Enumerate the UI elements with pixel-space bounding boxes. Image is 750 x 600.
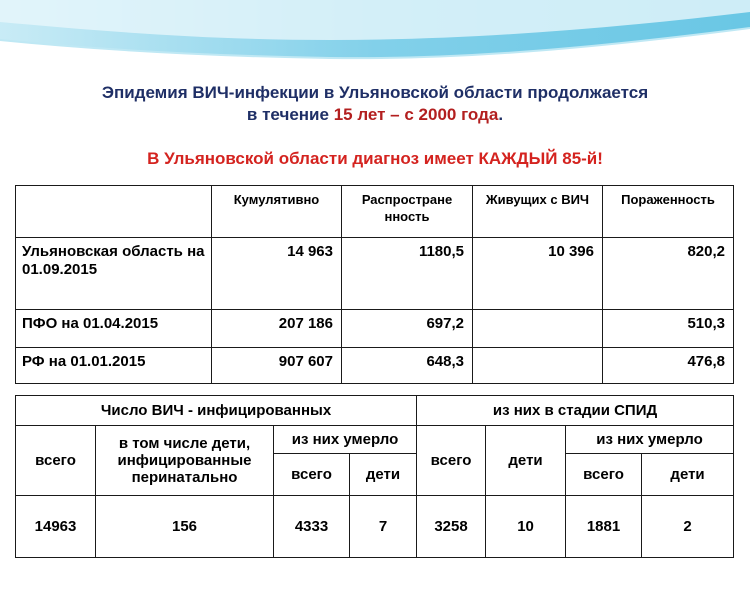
header-aids-died-total: всего xyxy=(566,454,642,496)
cell-value xyxy=(473,348,603,384)
cell-value: 4333 xyxy=(274,496,350,558)
heading-line-1: Эпидемия ВИЧ-инфекции в Ульяновской области продолжается xyxy=(101,83,649,102)
header-aids-died: из них умерло xyxy=(566,426,734,454)
header-incidence: Пораженность xyxy=(603,186,734,238)
header-aids-children: дети xyxy=(486,426,566,496)
cell-value: 14 963 xyxy=(212,238,342,310)
heading-line-2 xyxy=(0,104,750,126)
cell-value: 10 396 xyxy=(473,238,603,310)
cell-value: 207 186 xyxy=(212,310,342,348)
heading-line-2-suffix: . xyxy=(498,105,504,124)
group-header-hiv: Число ВИЧ - инфицированных xyxy=(16,396,417,426)
hiv-cases-table xyxy=(15,395,734,558)
table-row xyxy=(16,348,734,384)
group-header-aids: из них в стадии СПИД xyxy=(417,396,734,426)
cell-value: 14963 xyxy=(16,496,96,558)
cell-value: 907 607 xyxy=(212,348,342,384)
cell-value: 510,3 xyxy=(603,310,734,348)
cell-value: 7 xyxy=(350,496,417,558)
alert-text: В Ульяновской области диагноз имеет КАЖДЫЙ 85-й! xyxy=(147,149,603,168)
cell-value: 476,8 xyxy=(603,348,734,384)
table-header-row xyxy=(16,186,734,238)
header-died: из них умерло xyxy=(274,426,417,454)
header-aids-total: всего xyxy=(417,426,486,496)
row-label: РФ на 01.01.2015 xyxy=(16,348,212,384)
cell-value: 1881 xyxy=(566,496,642,558)
heading-highlight: 15 лет – с 2000 года xyxy=(333,105,499,124)
statistics-table xyxy=(15,185,734,384)
cell-value xyxy=(473,310,603,348)
row-label: ПФО на 01.04.2015 xyxy=(16,310,212,348)
header-cumulative: Кумулятивно xyxy=(212,186,342,238)
cell-value: 156 xyxy=(96,496,274,558)
table-row xyxy=(16,310,734,348)
header-children-perinatal: в том числе дети, инфицированные перинатально xyxy=(96,426,274,496)
cell-value: 820,2 xyxy=(603,238,734,310)
table-row xyxy=(16,496,734,558)
header-prevalence: Распростране нность xyxy=(342,186,473,238)
cell-value: 1180,5 xyxy=(342,238,473,310)
decorative-wave-header xyxy=(0,0,750,80)
table-group-row xyxy=(16,396,734,426)
cell-value: 2 xyxy=(642,496,734,558)
header-died-children: дети xyxy=(350,454,417,496)
header-died-total: всего xyxy=(274,454,350,496)
cell-value: 3258 xyxy=(417,496,486,558)
heading-line-2-prefix: в течение xyxy=(246,105,334,124)
cell-value: 648,3 xyxy=(342,348,473,384)
cell-value: 697,2 xyxy=(342,310,473,348)
table-subheader-row xyxy=(16,426,734,454)
header-empty-cell xyxy=(16,186,212,238)
header-living-with-hiv: Живущих с ВИЧ xyxy=(473,186,603,238)
cell-value: 10 xyxy=(486,496,566,558)
header-total: всего xyxy=(16,426,96,496)
header-aids-died-children: дети xyxy=(642,454,734,496)
row-label: Ульяновская область на 01.09.2015 xyxy=(16,238,212,310)
table-row xyxy=(16,238,734,310)
